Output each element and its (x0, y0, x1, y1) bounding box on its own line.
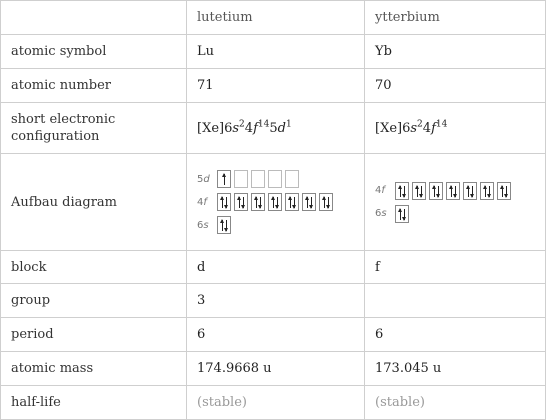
table-row-atomic-mass (1, 352, 546, 386)
orbital-label: 6s (197, 219, 209, 231)
spin-down-arrow-icon (226, 220, 227, 231)
spin-down-arrow-icon (404, 186, 405, 197)
column-header-lutetium: lutetium (187, 1, 365, 35)
table-row-period (1, 318, 546, 352)
spin-up-arrow-icon (222, 197, 223, 208)
row-label: half-life (1, 386, 187, 420)
orbital-label: 4f (197, 196, 207, 208)
row-label: group (1, 284, 187, 318)
row-label: short electronic configuration (1, 103, 187, 154)
ytterbium-half-life: (stable) (365, 386, 546, 420)
orbital-row-5d (197, 169, 354, 189)
spin-up-arrow-icon (222, 220, 223, 231)
spin-down-arrow-icon (506, 186, 507, 197)
lutetium-block: d (187, 251, 365, 284)
table-row-half-life (1, 386, 546, 420)
table-row-aufbau (1, 154, 546, 251)
orbital-box (446, 182, 460, 200)
spin-down-arrow-icon (472, 186, 473, 197)
table-row-group (1, 284, 546, 318)
table-row-atomic-number (1, 69, 546, 103)
spin-down-arrow-icon (455, 186, 456, 197)
orbital-box (268, 193, 282, 211)
empty-orbital-box (285, 170, 299, 188)
orbital-row-6s (375, 204, 535, 224)
spin-down-arrow-icon (404, 209, 405, 220)
orbital-box (319, 193, 333, 211)
orbital-box (463, 182, 477, 200)
row-label: atomic number (1, 69, 187, 103)
empty-orbital-box (251, 170, 265, 188)
spin-up-arrow-icon (400, 209, 401, 220)
spin-up-arrow-icon (400, 186, 401, 197)
orbital-box (429, 182, 443, 200)
spin-down-arrow-icon (311, 197, 312, 208)
table-row-configuration (1, 103, 546, 154)
orbital-row-4f (375, 181, 535, 201)
spin-up-arrow-icon (290, 197, 291, 208)
row-label: period (1, 318, 187, 352)
header-row (1, 1, 546, 35)
spin-down-arrow-icon (294, 197, 295, 208)
lutetium-period: 6 (187, 318, 365, 352)
ytterbium-atomic-number: 70 (365, 69, 546, 103)
spin-down-arrow-icon (226, 197, 227, 208)
orbital-box (285, 193, 299, 211)
orbital-box (497, 182, 511, 200)
spin-up-arrow-icon (468, 186, 469, 197)
spin-up-arrow-icon (434, 186, 435, 197)
empty-orbital-box (234, 170, 248, 188)
spin-down-arrow-icon (260, 197, 261, 208)
spin-up-arrow-icon (224, 174, 225, 185)
ytterbium-aufbau-diagram (365, 154, 546, 251)
spin-down-arrow-icon (277, 197, 278, 208)
spin-down-arrow-icon (489, 186, 490, 197)
table-row-atomic-symbol (1, 35, 546, 69)
row-label: atomic symbol (1, 35, 187, 69)
orbital-box (217, 216, 231, 234)
row-label: block (1, 251, 187, 284)
column-header-ytterbium: ytterbium (365, 1, 546, 35)
spin-up-arrow-icon (451, 186, 452, 197)
table-row-block (1, 251, 546, 284)
lutetium-aufbau-diagram (187, 154, 365, 251)
spin-down-arrow-icon (421, 186, 422, 197)
ytterbium-configuration: $[Xe]6s^24f^{14}$ (365, 103, 546, 154)
lutetium-atomic-number: 71 (187, 69, 365, 103)
spin-up-arrow-icon (239, 197, 240, 208)
row-label: Aufbau diagram (1, 154, 187, 251)
orbital-box (217, 170, 231, 188)
orbital-label: 4f (375, 185, 385, 196)
ytterbium-atomic-mass: 173.045 u (365, 352, 546, 386)
spin-up-arrow-icon (307, 197, 308, 208)
lutetium-half-life: (stable) (187, 386, 365, 420)
orbital-label: 5d (197, 173, 210, 185)
empty-orbital-box (268, 170, 282, 188)
orbital-label: 6s (375, 208, 387, 219)
spin-up-arrow-icon (256, 197, 257, 208)
ytterbium-period: 6 (365, 318, 546, 352)
spin-down-arrow-icon (438, 186, 439, 197)
orbital-box (480, 182, 494, 200)
lutetium-group: 3 (187, 284, 365, 318)
spin-up-arrow-icon (502, 186, 503, 197)
orbital-row-4f (197, 192, 354, 212)
orbital-box (302, 193, 316, 211)
orbital-row-6s (197, 215, 354, 235)
orbital-box (251, 193, 265, 211)
row-label: atomic mass (1, 352, 187, 386)
spin-down-arrow-icon (243, 197, 244, 208)
spin-up-arrow-icon (485, 186, 486, 197)
spin-down-arrow-icon (328, 197, 329, 208)
lutetium-symbol: Lu (187, 35, 365, 69)
ytterbium-symbol: Yb (365, 35, 546, 69)
orbital-box (234, 193, 248, 211)
spin-up-arrow-icon (417, 186, 418, 197)
orbital-box (395, 205, 409, 223)
corner-cell (1, 1, 187, 35)
orbital-box (395, 182, 409, 200)
spin-up-arrow-icon (324, 197, 325, 208)
ytterbium-block: f (365, 251, 546, 284)
orbital-box (412, 182, 426, 200)
lutetium-configuration: $[Xe]6s^24f^{14}5d^1$ (187, 103, 365, 154)
spin-up-arrow-icon (273, 197, 274, 208)
orbital-box (217, 193, 231, 211)
lutetium-atomic-mass: 174.9668 u (187, 352, 365, 386)
ytterbium-group (365, 284, 546, 318)
